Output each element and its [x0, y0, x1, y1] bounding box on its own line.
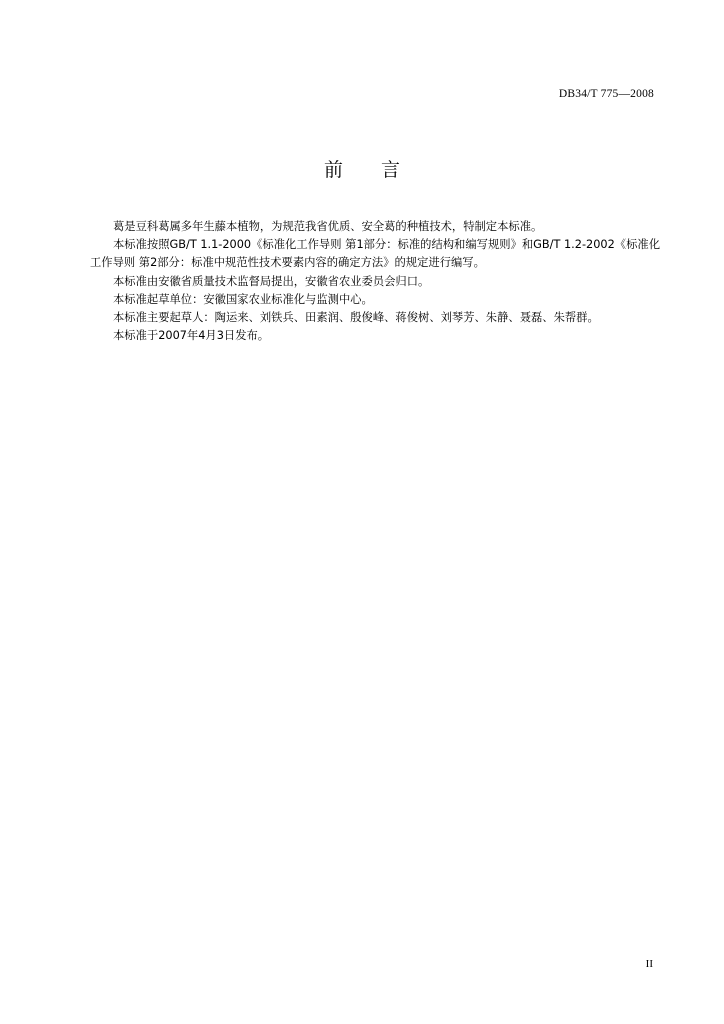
paragraph-drafting-rules: 本标准按照GB/T 1.1-2000《标准化工作导则 第1部分：标准的结构和编写规则》和GB/T 1.2-2002《标准化工作导则 第2部分：标准中规范性技术要素内容的确定方法》的规定进行编写。: [90, 238, 660, 270]
paragraph-drafting-unit: 本标准起草单位：安徽国家农业标准化与监测中心。: [113, 292, 373, 306]
paragraph-release-date: 本标准于2007年4月3日发布。: [113, 329, 270, 343]
paragraph-proposer: 本标准由安徽省质量技术监督局提出，安徽省农业委员会归口。: [113, 274, 430, 288]
foreword-body: [90, 218, 660, 345]
page-number: II: [645, 958, 653, 970]
document-code: DB34/T 775—2008: [558, 88, 654, 100]
paragraph-intro: 葛是豆科葛属多年生藤本植物，为规范我省优质、安全葛的种植技术，特制定本标准。: [113, 220, 543, 233]
page-title: 前言: [323, 159, 438, 181]
paragraph-drafters: 本标准主要起草人：陶运来、刘铁兵、田素润、殷俊峰、蒋俊树、刘琴芳、朱静、聂磊、朱帮群。: [113, 311, 599, 325]
